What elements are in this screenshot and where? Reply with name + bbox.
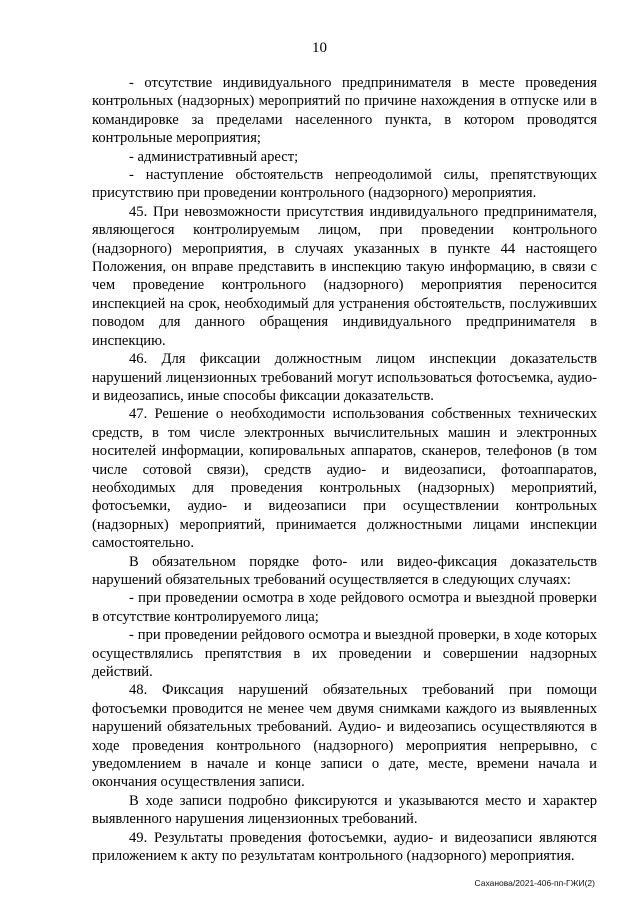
paragraph-obstruction: - при проведении рейдового осмотра и выездной проверки, в ходе которых осуществлялись препятствия в их проведении и совершении надзорных действий. xyxy=(92,627,597,680)
paragraph-45: 45. При невозможности присутствия индивидуального предпринимателя, являющегося контролируемым лицом, при проведении контрольного (надзорного) мероприятия, в случаях указанных в пункте 44 настоящего Положения, он вправе представить в инспекцию такую информацию, в связи с чем проведение контрольного (надзорного) мероприятия переносится инспекцией на срок, необходимый для устранения обстоятельств, послуживших поводом для данного обращения индивидуального предпринимателя в инспекцию. xyxy=(92,203,597,349)
paragraph-absence: - отсутствие индивидуального предпринимателя в месте проведения контрольных (надзорных) мероприятий по причине нахождения в отпуске или в командировке за пределами населенного пункта, в котором проводятся контрольные мероприятия; xyxy=(92,75,597,147)
paragraph-47: 47. Решение о необходимости использования собственных технических средств, в том числе электронных вычислительных машин и электронных носителей информации, копировальных аппаратов, сканеров, телефонов (в том числе сотовой связи), средств аудио- и видеозаписи, фотоаппаратов, необходимых для проведения контрольных (надзорных) мероприятий, фотосъемки, аудио- и видеозаписи при осуществлении контрольных (надзорных) мероприятий, принимается должностными лицами инспекции самостоятельно. xyxy=(92,406,597,552)
document-footer-code: Саханова/2021-406-пп-ГЖИ(2) xyxy=(474,878,595,888)
paragraph-48: 48. Фиксация нарушений обязательных требований при помощи фотосъемки проводится не менее чем двумя снимками каждого из выявленных нарушений обязательных требований. Аудио- и видеозапись осуществляются в ходе проведения контрольного (надзорного) мероприятия непрерывно, с уведомлением в начале и конце записи о дате, месте, времени начала и окончания осуществления записи. xyxy=(92,682,597,791)
paragraph-46: 46. Для фиксации должностным лицом инспекции доказательств нарушений лицензионных требований могут использоваться фотосъемка, аудио- и видеозапись, иные способы фиксации доказательств. xyxy=(92,351,597,404)
paragraph-force-majeure: - наступление обстоятельств непреодолимой силы, препятствующих присутствию при проведении контрольного (надзорного) мероприятия. xyxy=(92,167,597,202)
paragraph-49: 49. Результаты проведения фотосъемки, аудио- и видеозаписи являются приложением к акту по результатам контрольного (надзорного) мероприятия. xyxy=(92,829,597,865)
page-number: 10 xyxy=(312,40,327,56)
document-body xyxy=(92,74,597,865)
paragraph-inspection-absence: - при проведении осмотра в ходе рейдового осмотра и выездной проверки в отсутствие контролируемого лица; xyxy=(92,590,597,625)
paragraph-mandatory-fixation: В обязательном порядке фото- или видео-фиксация доказательств нарушений обязательных требований осуществляется в следующих случаях: xyxy=(92,553,597,588)
paragraph-arrest: - административный арест; xyxy=(129,148,299,165)
paragraph-recording-details: В ходе записи подробно фиксируются и указываются место и характер выявленного нарушения лицензионных требований. xyxy=(92,792,597,828)
